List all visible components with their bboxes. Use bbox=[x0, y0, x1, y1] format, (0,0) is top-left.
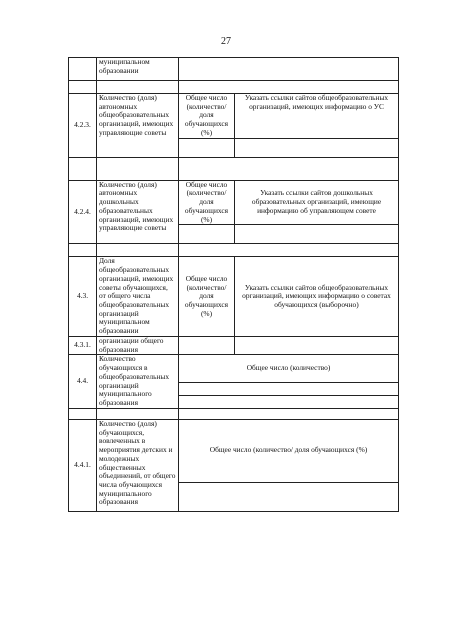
indicator-name: Количество (доля) автономных общеобразовательных организаций, имеющих управляющие советы bbox=[97, 94, 179, 158]
indicator-name: организации общего образования bbox=[97, 336, 179, 354]
instruction-note: Указать ссылки сайтов общеобразовательных организаций, имеющих информацию о УС bbox=[235, 94, 399, 139]
measure-unit: Общее число (количество/ доля обучающихся (%) bbox=[179, 257, 235, 337]
spacer-cell bbox=[97, 81, 179, 94]
table-row bbox=[69, 58, 399, 81]
measure-unit: Общее число (количество/ доля обучающихся (%) bbox=[179, 94, 235, 139]
row-number: 4.3.1. bbox=[69, 336, 97, 354]
table-row bbox=[69, 419, 399, 482]
empty-cell bbox=[179, 58, 399, 81]
spacer-cell bbox=[97, 408, 179, 419]
spacer-cell bbox=[179, 408, 399, 419]
indicator-table bbox=[68, 57, 399, 512]
indicator-name-cell: муниципальном образовании bbox=[97, 58, 179, 81]
table-row bbox=[69, 257, 399, 337]
row-number: 4.2.3. bbox=[69, 94, 97, 158]
empty-cell bbox=[179, 336, 235, 354]
measure-unit: Общее число (количество/ доля обучающихся (%) bbox=[179, 419, 399, 482]
instruction-note: Указать ссылки сайтов дошкольных образовательных организаций, имеющие информацию об управляющем совете bbox=[235, 180, 399, 225]
indicator-name: Количество (доля) обучающихся, вовлеченных в мероприятия детских и молодежных общественных объединений, от общего числа обучающихся муниципального образования bbox=[97, 419, 179, 511]
empty-cell bbox=[235, 138, 399, 157]
spacer-cell bbox=[97, 157, 179, 180]
empty-cell bbox=[179, 138, 235, 157]
empty-cell bbox=[179, 382, 399, 395]
table-row bbox=[69, 355, 399, 382]
spacer-cell bbox=[69, 157, 97, 180]
row-number: 4.3. bbox=[69, 257, 97, 337]
spacer-cell bbox=[179, 244, 399, 257]
instruction-note: Указать ссылки сайтов общеобразовательных организаций, имеющих информацию о советах обучающихся (выборочно) bbox=[235, 257, 399, 337]
page-number: 27 bbox=[221, 36, 231, 47]
row-number: 4.4.1. bbox=[69, 419, 97, 511]
row-number: 4.2.4. bbox=[69, 180, 97, 244]
empty-cell bbox=[235, 336, 399, 354]
spacer-cell bbox=[69, 244, 97, 257]
measure-unit: Общее число (количество) bbox=[179, 355, 399, 382]
empty-cell bbox=[235, 225, 399, 244]
table-row bbox=[69, 180, 399, 225]
empty-cell bbox=[179, 395, 399, 408]
table-row bbox=[69, 408, 399, 419]
table-row bbox=[69, 244, 399, 257]
indicator-name: Количество обучающихся в общеобразовательных организаций муниципального образования bbox=[97, 355, 179, 408]
indicator-name: Количество (доля) автономных дошкольных образовательных организаций, имеющих управляющие советы bbox=[97, 180, 179, 244]
empty-cell bbox=[179, 482, 399, 511]
table-row bbox=[69, 157, 399, 180]
table-row bbox=[69, 336, 399, 354]
empty-cell bbox=[179, 225, 235, 244]
spacer-cell bbox=[69, 81, 97, 94]
spacer-cell bbox=[97, 244, 179, 257]
measure-unit: Общее число (количество/ доля обучающихся (%) bbox=[179, 180, 235, 225]
row-number: 4.4. bbox=[69, 355, 97, 408]
spacer-cell bbox=[69, 408, 97, 419]
spacer-cell bbox=[179, 157, 399, 180]
row-number-cell bbox=[69, 58, 97, 81]
table-row bbox=[69, 81, 399, 94]
spacer-cell bbox=[179, 81, 399, 94]
indicator-name: Доля общеобразовательных организаций, имеющих советы обучающихся, от общего числа общеобразовательных организаций муниципальном образовании bbox=[97, 257, 179, 337]
table-row bbox=[69, 94, 399, 139]
